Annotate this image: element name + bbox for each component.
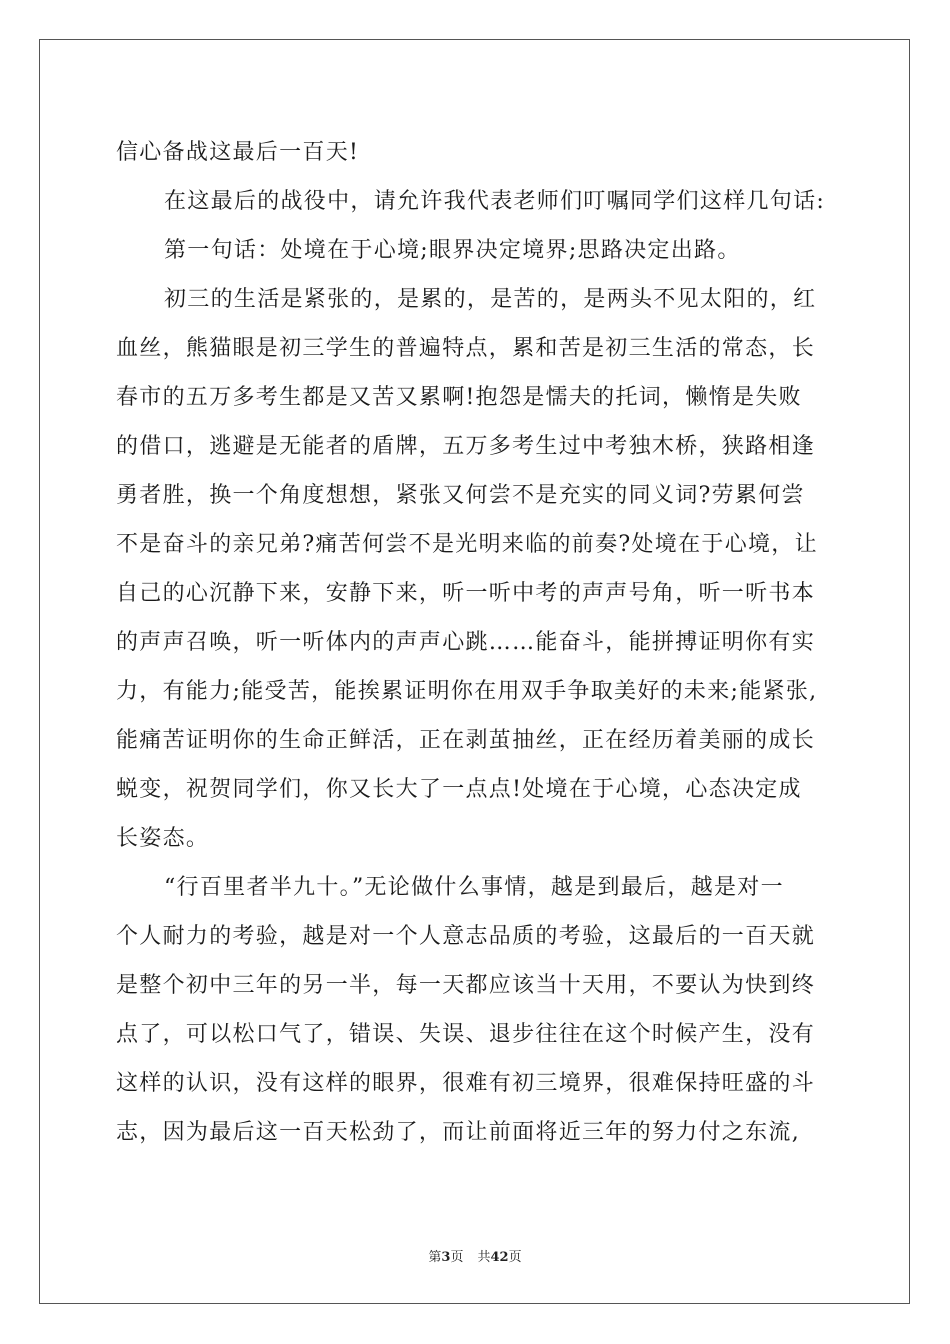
text-line: 血丝，熊猫眼是初三学生的普遍特点，累和苦是初三生活的常态，长 bbox=[116, 336, 816, 361]
footer-total-prefix: 共 bbox=[477, 1250, 491, 1265]
text-line: 这样的认识，没有这样的眼界，很难有初三境界，很难保持旺盛的斗 bbox=[116, 1071, 816, 1096]
page-footer bbox=[0, 1246, 950, 1265]
text-line: 的借口，逃避是无能者的盾牌，五万多考生过中考独木桥，狭路相逢 bbox=[116, 434, 816, 459]
document-body bbox=[116, 128, 856, 1157]
paragraph bbox=[116, 863, 856, 1157]
footer-total-pages: 42 bbox=[490, 1250, 509, 1265]
text-line: 初三的生活是紧张的，是累的，是苦的，是两头不见太阳的，红 bbox=[164, 287, 817, 312]
text-line: 在这最后的战役中，请允许我代表老师们叮嘱同学们这样几句话: bbox=[164, 189, 826, 214]
paragraph bbox=[116, 177, 856, 226]
text-line: 个人耐力的考验，越是对一个人意志品质的考验，这最后的一百天就 bbox=[116, 924, 816, 949]
text-line: “行百里者半九十。”无论做什么事情，越是到最后，越是对一 bbox=[164, 875, 784, 900]
text-line: 自己的心沉静下来，安静下来，听一听中考的声声号角，听一听书本 bbox=[116, 581, 816, 606]
paragraph bbox=[116, 275, 856, 863]
text-line: 春市的五万多考生都是又苦又累啊!抱怨是懦夫的托词，懒惰是失败 bbox=[116, 385, 802, 410]
text-line: 蜕变，祝贺同学们，你又长大了一点点!处境在于心境，心态决定成 bbox=[116, 777, 802, 802]
text-line: 第一句话：处境在于心境;眼界决定境界;思路决定出路。 bbox=[164, 238, 741, 263]
text-line: 长姿态。 bbox=[116, 826, 210, 851]
text-line: 能痛苦证明你的生命正鲜活，正在剥茧抽丝，正在经历着美丽的成长 bbox=[116, 728, 816, 753]
text-line: 点了，可以松口气了，错误、失误、退步往往在这个时候产生，没有 bbox=[116, 1022, 816, 1047]
footer-total-suffix: 页 bbox=[508, 1250, 522, 1265]
text-line: 勇者胜，换一个角度想想，紧张又何尝不是充实的同义词?劳累何尝 bbox=[116, 483, 805, 508]
footer-page-number: 3 bbox=[441, 1250, 451, 1265]
text-line: 的声声召唤，听一听体内的声声心跳……能奋斗，能拼搏证明你有实 bbox=[116, 630, 816, 655]
text-line: 力，有能力;能受苦，能挨累证明你在用双手争取美好的未来;能紧张, bbox=[116, 679, 818, 704]
paragraph bbox=[116, 128, 856, 177]
text-line: 是整个初中三年的另一半，每一天都应该当十天用，不要认为快到终 bbox=[116, 973, 816, 998]
footer-page-suffix: 页 bbox=[450, 1250, 464, 1265]
text-line: 信心备战这最后一百天! bbox=[116, 140, 360, 165]
footer-prefix: 第 bbox=[428, 1250, 442, 1265]
text-line: 不是奋斗的亲兄弟?痛苦何尝不是光明来临的前奏?处境在于心境，让 bbox=[116, 532, 818, 557]
paragraph bbox=[116, 226, 856, 275]
text-line: 志，因为最后这一百天松劲了，而让前面将近三年的努力付之东流, bbox=[116, 1120, 800, 1145]
